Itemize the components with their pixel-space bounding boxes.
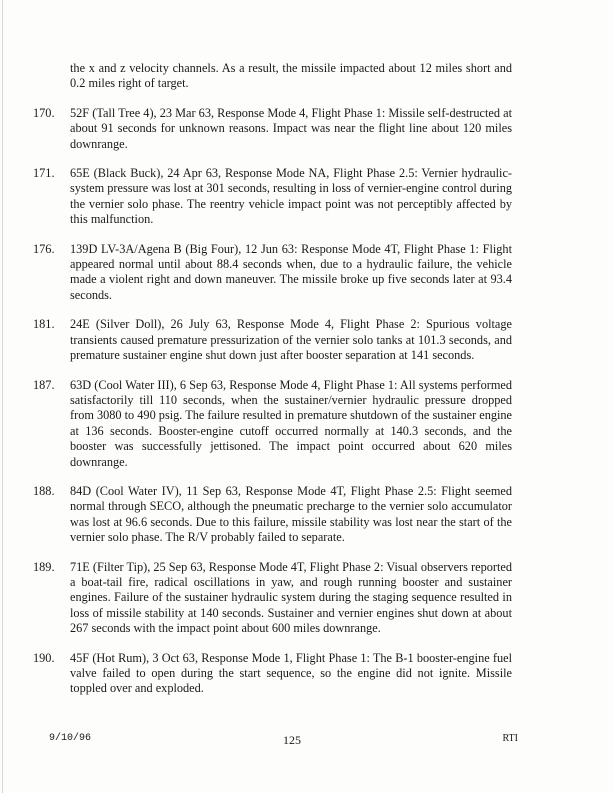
entry-text: 52F (Tall Tree 4), 23 Mar 63, Response Mode 4, Flight Phase 1: Missile self-destructed at about 91 seconds for unknown reasons. Impact was near the flight line about 120 miles downrange. bbox=[70, 105, 512, 151]
list-item bbox=[33, 166, 512, 228]
entry-number: 176. bbox=[33, 241, 55, 256]
entry-number: 171. bbox=[33, 166, 55, 181]
entry-text: 71E (Filter Tip), 25 Sep 63, Response Mode 4T, Flight Phase 2: Visual observers reported a boat-tail fire, radical oscillations in yaw, and rough running booster and sustainer engines. Failure of the sustainer hydraulic system during the staging sequence resulted in loss of missile stability at 140 seconds. Sustainer and vernier engines shut down at about 267 seconds with the impact point about 600 miles downrange. bbox=[70, 559, 512, 636]
entry-number: 189. bbox=[33, 559, 55, 574]
page-body bbox=[33, 61, 513, 711]
entry-text: 63D (Cool Water III), 6 Sep 63, Response Mode 4, Flight Phase 1: All systems performed satisfactorily till 110 seconds, when the sustainer/vernier hydraulic pressure dropped from 3080 to 490 psig. The failure resulted in premature shutdown of the sustainer engine at 136 seconds. Booster-engine cutoff occurred normally at 140.3 seconds, and the booster was successfully jettisoned. The impact point occurred about 620 miles downrange. bbox=[70, 377, 513, 469]
page-footer bbox=[49, 733, 518, 747]
list-item bbox=[33, 559, 512, 637]
list-item bbox=[33, 241, 512, 304]
list-item bbox=[33, 650, 512, 697]
page-edge-line bbox=[2, 0, 3, 793]
entry-number: 190. bbox=[33, 650, 55, 665]
footer-date: 9/10/96 bbox=[49, 733, 92, 744]
entry-text: 45F (Hot Rum), 3 Oct 63, Response Mode 1, Flight Phase 1: The B-1 booster-engine fuel valve failed to open during the start sequence, so the engine did not ignite. Missile toppled over and exploded. bbox=[70, 650, 512, 696]
list-item bbox=[33, 105, 512, 152]
entry-text: 24E (Silver Doll), 26 July 63, Response Mode 4, Flight Phase 2: Spurious voltage transients caused premature pressurization of the vernier solo tanks at 101.3 seconds, and premature sustainer engine shut down just after booster separation at 141 seconds. bbox=[70, 317, 512, 363]
list-item bbox=[33, 317, 512, 363]
footer-organization: RTI bbox=[502, 733, 518, 744]
entry-number: 187. bbox=[33, 377, 55, 392]
list-item bbox=[33, 483, 512, 546]
entry-number: 170. bbox=[33, 105, 55, 120]
entry-number: 188. bbox=[33, 483, 55, 498]
entry-text: 139D LV-3A/Agena B (Big Four), 12 Jun 63: Response Mode 4T, Flight Phase 1: Flight appeared normal until about 88.4 seconds when, due to a hydraulic failure, the vehicle made a violent right and down maneuver. The missile broke up five seconds later at 93.4 seconds. bbox=[70, 241, 512, 302]
list-item bbox=[33, 377, 513, 470]
entry-text: 84D (Cool Water IV), 11 Sep 63, Response Mode 4T, Flight Phase 2.5: Flight seemed normal through SECO, although the pneumatic precharge to the vernier solo accumulator was lost at 96.6 seconds. Due to this failure, missile stability was lost near the start of the vernier solo phase. The R/V probably failed to separate. bbox=[70, 483, 512, 545]
intro-paragraph: the x and z velocity channels. As a result, the missile impacted about 12 miles short and 0.2 miles right of target. bbox=[70, 61, 512, 91]
entry-text: 65E (Black Buck), 24 Apr 63, Response Mode NA, Flight Phase 2.5: Vernier hydraulic-system pressure was lost at 301 seconds, resulting in loss of vernier-engine control during the vernier solo phase. The reentry vehicle impact point was not perceptibly affected by this malfunction. bbox=[70, 166, 512, 227]
entry-number: 181. bbox=[33, 317, 55, 332]
footer-page-number: 125 bbox=[283, 733, 301, 747]
entry-list bbox=[33, 105, 513, 697]
